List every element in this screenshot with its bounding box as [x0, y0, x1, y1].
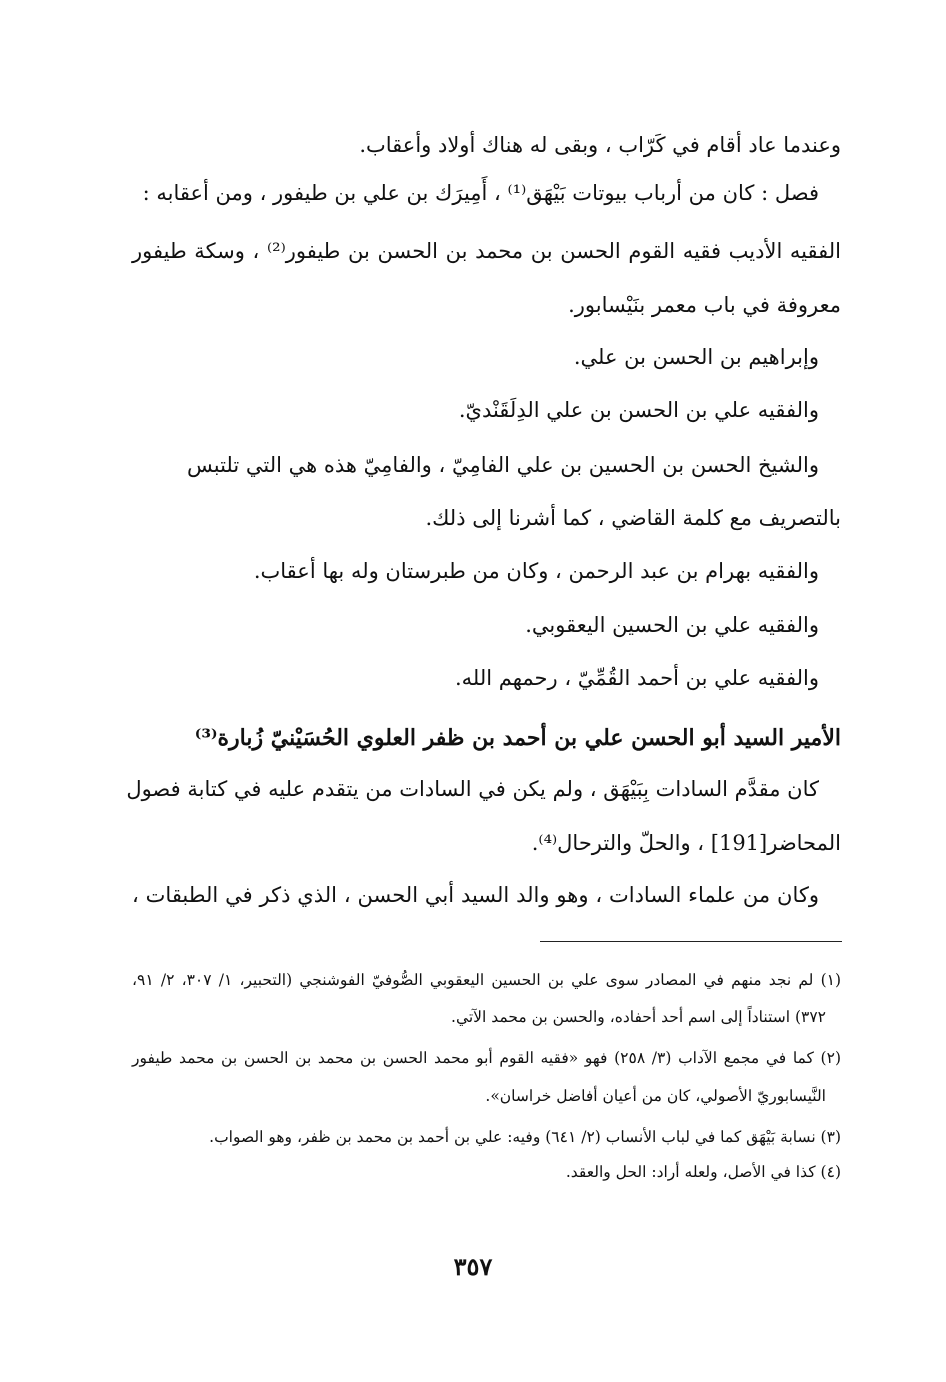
page-number: ٣٥٧	[453, 1252, 493, 1281]
body-line-4: معروفة في باب معمر بنَيْسابور.	[568, 293, 841, 317]
body-line-6: والفقيه علي بن الحسن بن علي الدِلَقَنْديّ.	[458, 398, 819, 422]
body-line-11: والفقيه علي بن أحمد القُمِّيّ ، رحمهم الله.	[454, 666, 819, 690]
body-line-5: وإبراهيم بن الحسن بن علي.	[573, 345, 819, 369]
body-line-2: فصل : كان من أرباب بيوتات بَيْهَق⁽¹⁾ ، أَمِيرَك بن علي بن طيفور ، ومن أعقابه :	[142, 181, 819, 205]
body-line-7: والشيخ الحسن بن الحسين بن علي الفامِيّ ، والفامِيّ هذه هي التي تلتبس	[186, 453, 819, 477]
footnote-separator	[540, 941, 842, 942]
body-line-14: وكان من علماء السادات ، وهو والد السيد أبي الحسن ، الذي ذكر في الطبقات ،	[132, 883, 819, 907]
footnote-3: (٣) نسابة بَيْهَق كما في لباب الأنساب (٢/ ٦٤١) وفيه: علي بن أحمد بن محمد بن ظفر، وهو الصواب.	[209, 1128, 841, 1146]
footnote-4: (٤) كذا في الأصل، ولعله أراد: الحل والعقد.	[565, 1163, 841, 1181]
body-line-9: والفقيه بهرام بن عبد الرحمن ، وكان من طبرستان وله بها أعقاب.	[253, 559, 819, 583]
section-heading: الأمير السيد أبو الحسن علي بن أحمد بن ظفر العلوي الحُسَيْنيّ زُبارة⁽³⁾	[194, 725, 841, 751]
body-line-3: الفقيه الأديب فقيه القوم الحسن بن محمد بن الحسن بن طيفور⁽²⁾ ، وسكة طيفور	[132, 239, 842, 263]
footnote-1-line-1: (١) لم نجد منهم في المصادر سوى علي بن الحسين اليعقوبي الصُّوفيّ الفوشنجي (التحبير، ١/ ٣٠٧، ٢/ ٩١،	[132, 971, 842, 989]
body-line-10: والفقيه علي بن الحسين اليعقوبي.	[525, 613, 819, 637]
footnote-1-line-2: ٣٧٢) استناداً إلى اسم أحد أحفاده، والحسن بن محمد الآتي.	[451, 1008, 826, 1026]
body-line-8: بالتصريف مع كلمة القاضي ، كما أشرنا إلى ذلك.	[425, 506, 841, 530]
body-line-12: كان مقدَّم السادات بِبَيْهَق ، ولم يكن في السادات من يتقدم عليه في كتابة فصول	[126, 777, 819, 801]
body-line-1: وعندما عاد أقام في كَرّاب ، وبقى له هناك أولاد وأعقاب.	[359, 133, 841, 157]
footnote-2-line-2: النَّيسابوريّ الأصولي، كان من أعيان أفاضل خراسان».	[485, 1087, 826, 1105]
body-line-13: المحاضر[191] ، والحلّ والترحال⁽⁴⁾.	[531, 831, 841, 855]
footnote-2-line-1: (٢) كما في مجمع الآداب (٣/ ٢٥٨) فهو «فقيه القوم أبو محمد الحسن بن محمد بن الحسن بن محمد طيفور	[132, 1049, 841, 1067]
